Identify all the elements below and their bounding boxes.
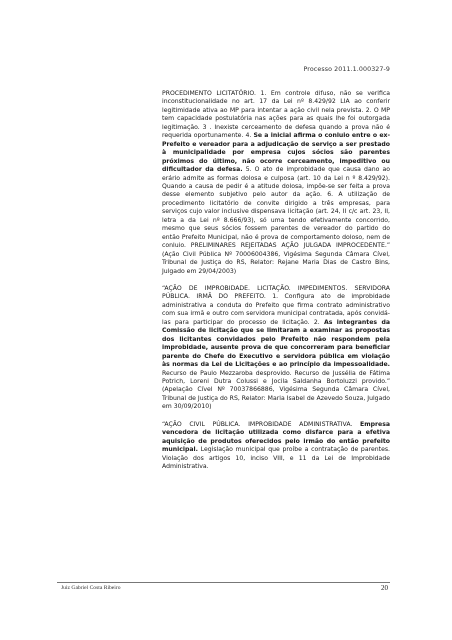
- paragraph-1: [162, 90, 390, 276]
- paragraph-3-run-1: “AÇÃO CIVIL PÚBLICA. IMPROBIDADE ADMINISTRATIVA.: [162, 420, 361, 428]
- page-number: 20: [381, 584, 388, 592]
- paragraph-1-run-3: 5. O ato de improbidade que causa dano ao erário admite as formas dolosa e culposa (art. 10 da Lei n º 8.429/92). Quando a causa de pedir é a atitude dolosa, impõe-se ser feita a prova desse elemento subjetivo pelo autor da ação. 6. A utilização de procedimento licitatório de convite dirigido a três empresas, para serviços cujo valor inclusive dispensava licitação (art. 24, II c/c art. 23, II, letra a da Lei nº 8.666/93), só uma tendo efetivamente concorrido, mesmo que seus sócios fossem parentes de vereador do partido do então Prefeito Municipal, não é prova de comportamento doloso, nem de conluio. PRELIMINARES REJEITADAS AÇÃO JULGADA IMPROCEDENTE.” (Ação Civil Pública Nº 70006004386, Vigésima Segunda Câmara Cível, Tribunal de Justiça do RS, Relator: Rejane Maria Dias de Castro Bins, Julgado em 29/04/2003): [162, 166, 390, 275]
- paragraph-3-run-2-bold: Empresa vencedora de licitação utilizada como disfarce para a efetiva aquisição de produtos oferecidos pelo irmão do então prefeito municipal.: [162, 420, 390, 454]
- paragraph-2: [162, 285, 390, 412]
- paragraph-2-run-3: Recurso de Paulo Mezzaroba desprovido. Recurso de Jussélia de Fátima Potrich, Loreni Dutra Colussi e Jocila Saldanha Bortoluzzi provido.” (Apelação Cível Nº 70037866886, Vigésima Segunda Câmara Cível, Tribunal de Justiça do RS, Relator: Maria Isabel de Azevedo Souza, Julgado em 30/09/2010): [162, 369, 390, 411]
- paragraph-2-run-1: “AÇÃO DE IMPROBIDADE. LICITAÇÃO. IMPEDIMENTOS. SERVIDORA PÚBLICA. IRMÃ DO PREFEITO. 1. Configura ato de improbidade administrativa a conduta do Prefeito que firma contrato administrativo com sua irmã e outro com servidora municipal contratada, após convidá-las para participar do processo de licitação. 2.: [162, 284, 390, 326]
- footer-divider: [57, 582, 390, 583]
- paragraph-2-run-2-bold: As integrantes da Comissão de licitação que se limitaram a examinar as propostas dos licitantes convidados pelo Prefeito não respondem pela improbidade, ausente prova de que concorreram para beneficiar parente do Chefe do Executivo e servidora pública em violação às normas da Lei de Licitações e ao princípio da impessoalidade.: [162, 318, 390, 369]
- footer-author: Juiz Gabriel Costa Ribeiro: [61, 585, 121, 591]
- process-number: Processo 2011.1.000327-9: [303, 66, 390, 73]
- page-body: [162, 90, 390, 480]
- paragraph-3-run-3: Legislação municipal que proíbe a contratação de parentes. Violação dos artigos 10, inciso VIII, e 11 da Lei de Improbidade Administrativa.: [162, 446, 390, 471]
- paragraph-1-run-2-bold: Se a inicial afirma o conluio entre o ex-Prefeito e vereador para a adjudicação de serviço a ser prestado à municipalidade por empresa cujos sócios são parentes próximos do último, não ocorre cerceamento, impeditivo ou dificultador da defesa.: [162, 132, 390, 174]
- paragraph-1-run-1: PROCEDIMENTO LICITATÓRIO. 1. Em controle difuso, não se verifica inconstitucionalidade no art. 17 da Lei nº 8.429/92 LIA ao conferir legitimidade ativa ao MP para intentar a ação civil nela prevista. 2. O MP tem capacidade postulatória nas ações para as quais lhe foi outorgada legitimação. 3 . Inexiste cerceamento de defesa quando a prova não é requerida oportunamente. 4.: [162, 90, 390, 140]
- paragraph-3: [162, 421, 390, 472]
